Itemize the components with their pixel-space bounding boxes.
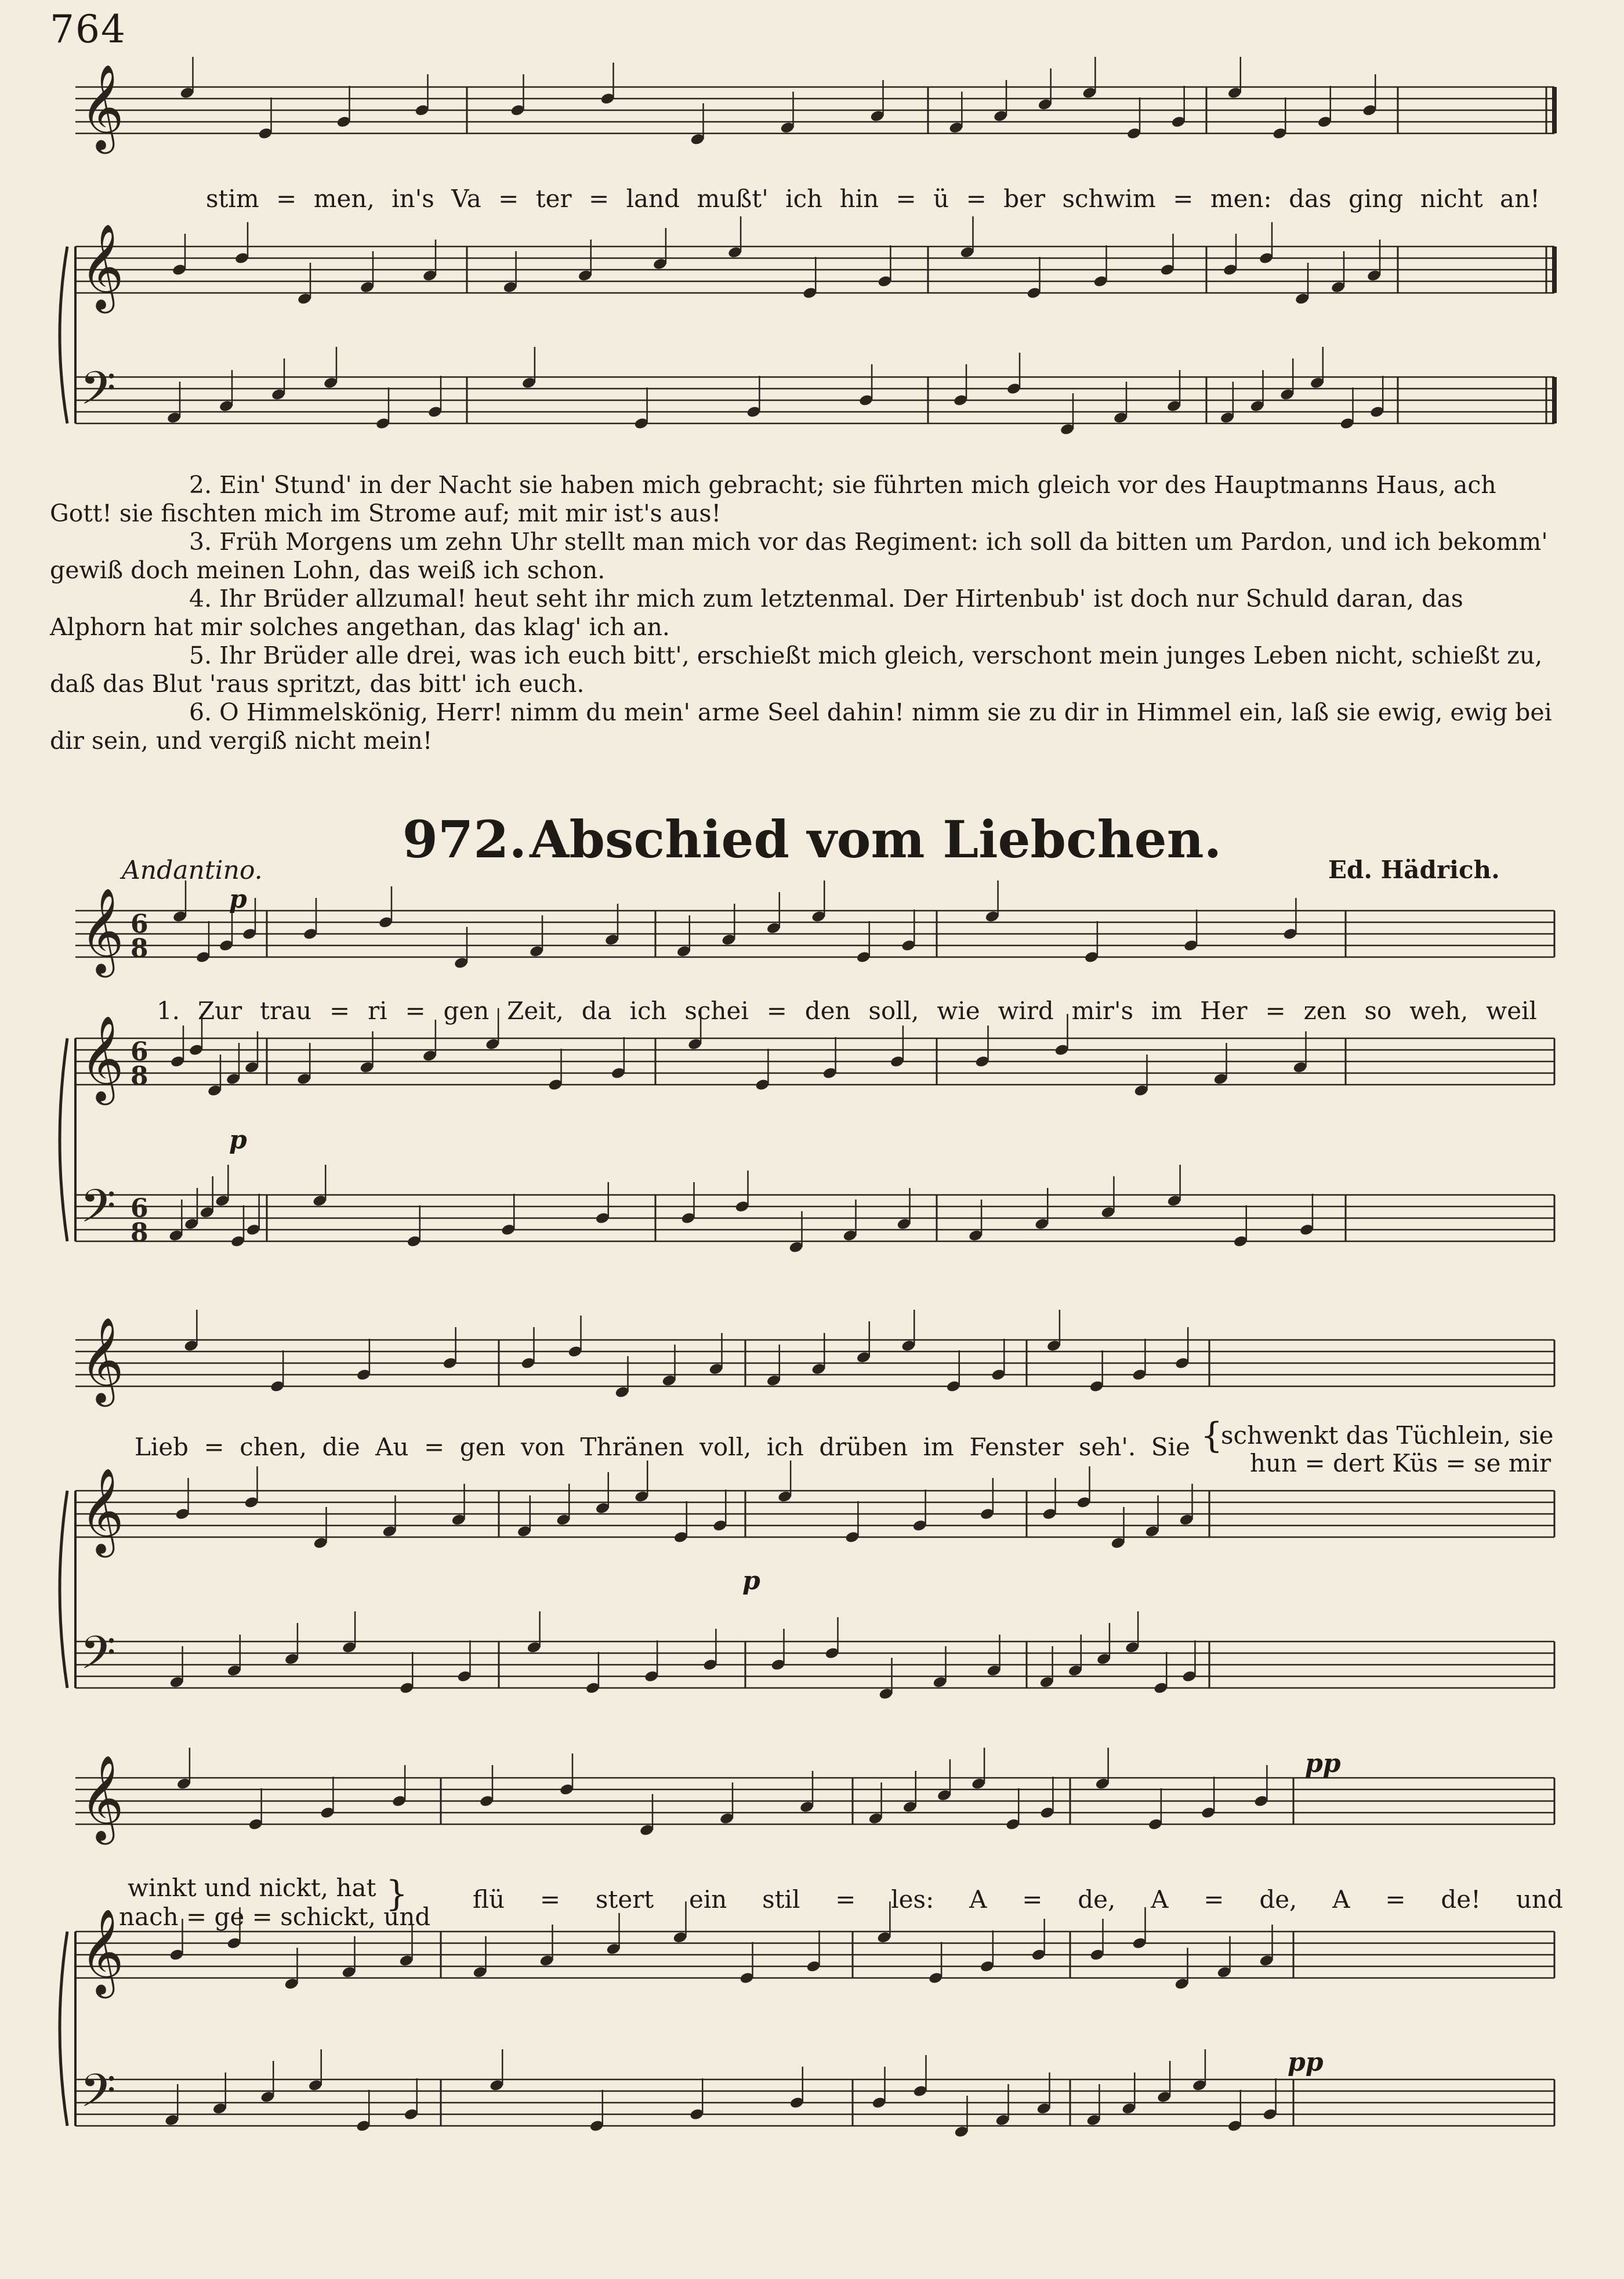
- lyric1-word: Her: [1200, 997, 1248, 1025]
- lyric2-word: die: [322, 1433, 360, 1461]
- prev-lyric-word: an!: [1500, 184, 1540, 213]
- lyric3-word: stert: [595, 1885, 654, 1914]
- lyric1-word: gen: [443, 997, 490, 1025]
- prev-lyric-word: hin: [839, 184, 879, 213]
- tempo-marking: Andantino.: [122, 856, 263, 885]
- treble-clef-icon: 𝄞: [80, 887, 124, 974]
- lyric2-word: chen,: [240, 1433, 307, 1461]
- prev-lyric-word: ich: [785, 184, 823, 213]
- lyrics-split-bottom: hun = dert Küs = se mir: [1250, 1449, 1552, 1477]
- treble-clef-icon: 𝄞: [80, 1908, 124, 1995]
- lyric1-word: Zur: [197, 997, 242, 1025]
- lyric2-word: von: [520, 1433, 566, 1461]
- bass-clef-icon: 𝄢: [80, 1179, 116, 1244]
- prev-lyric-word: men,: [313, 184, 375, 213]
- lyric1-word: da: [581, 997, 612, 1025]
- prev-lyric-word: nicht: [1420, 184, 1483, 213]
- prev-lyric-word: ü: [933, 184, 949, 213]
- time-signature-icon: 6: [130, 1194, 148, 1223]
- lyric1-word: =: [766, 997, 787, 1025]
- prev-lyric-word: =: [1173, 184, 1194, 213]
- treble-clef-icon: 𝄞: [80, 1015, 124, 1102]
- lyrics-line-prev: [206, 184, 1540, 213]
- piano-brace-icon: [60, 247, 67, 423]
- lyric3-word: flü: [473, 1885, 505, 1914]
- verse-4: 4. Ihr Brüder allzumal! heut seht ihr mich zum letztenmal. Der Hirtenbub' ist doch nur Schuld daran, das Alphorn hat mir solches angethan, das klag' ich an.: [50, 585, 1463, 641]
- prev-lyric-word: stim: [206, 184, 259, 213]
- prev-lyric-word: schwim: [1062, 184, 1156, 213]
- lyrics-line3-split-bottom: nach = ge = schickt, und: [119, 1903, 431, 1931]
- time-signature-icon: 8: [130, 1218, 148, 1248]
- dynamic-pp-piano: pp: [1288, 2048, 1324, 2077]
- lyric1-word: so: [1364, 997, 1392, 1025]
- treble-clef-icon: 𝄞: [80, 64, 124, 150]
- lyric2-word: Lieb: [135, 1433, 189, 1461]
- song-title: Abschied vom Liebchen.: [530, 809, 1222, 869]
- lyric2-word: Au: [375, 1433, 409, 1461]
- lyric3-word: stil: [762, 1885, 800, 1914]
- lyric3-word: =: [835, 1885, 856, 1914]
- lyric2-word: gen: [459, 1433, 506, 1461]
- page-number: 764: [50, 7, 126, 52]
- lyric3-word: de,: [1078, 1885, 1116, 1914]
- lyric2-word: ich: [766, 1433, 804, 1461]
- lyric1-word: wie: [937, 997, 980, 1025]
- lyric2-word: Thränen: [580, 1433, 684, 1461]
- prev-lyric-word: mußt': [697, 184, 768, 213]
- verse-5: 5. Ihr Brüder alle drei, was ich euch bitt', erschießt mich gleich, verschont mein junges Leben nicht, schießt zu, daß das Blut 'raus spritzt, das bitt' ich euch.: [50, 642, 1543, 698]
- lyric3-word: =: [1385, 1885, 1406, 1914]
- lyric1-word: trau: [260, 997, 312, 1025]
- lyrics-line-1: [157, 997, 1537, 1025]
- piano-brace-icon: [60, 1491, 67, 1688]
- lyric2-word: drüben: [819, 1433, 908, 1461]
- lyric1-word: mir's: [1071, 997, 1134, 1025]
- treble-clef-icon: 𝄞: [80, 1317, 124, 1403]
- lyric-brace-1: {: [1201, 1415, 1223, 1456]
- lyric2-word: =: [424, 1433, 445, 1461]
- lyric3-word: de,: [1259, 1885, 1297, 1914]
- treble-clef-icon: 𝄞: [80, 223, 124, 310]
- lyric1-word: den: [804, 997, 851, 1025]
- piano-brace-icon: [60, 1932, 67, 2126]
- lyrics-line-3: [473, 1885, 1563, 1914]
- treble-clef-icon: 𝄞: [80, 1755, 124, 1841]
- lyric3-word: les:: [891, 1885, 934, 1914]
- lyric1-word: wird: [998, 997, 1054, 1025]
- lyric-brace-2: }: [386, 1874, 408, 1914]
- lyric1-word: ri: [368, 997, 387, 1025]
- dynamic-pp-voice: pp: [1305, 1749, 1341, 1778]
- prev-lyric-word: =: [276, 184, 297, 213]
- lyrics-line3-split-top: winkt und nickt, hat: [128, 1874, 376, 1902]
- time-signature-icon: 6: [130, 1037, 148, 1067]
- time-signature-icon: 8: [130, 1061, 148, 1091]
- lyric2-word: voll,: [699, 1433, 752, 1461]
- lyric2-word: seh'.: [1078, 1433, 1136, 1461]
- lyric2-word: Sie: [1151, 1433, 1190, 1461]
- lyric3-word: =: [1022, 1885, 1043, 1914]
- prev-lyric-word: das: [1289, 184, 1332, 213]
- lyric1-word: soll,: [868, 997, 919, 1025]
- verse-3: 3. Früh Morgens um zehn Uhr stellt man mich vor das Regiment: ich soll da bitten um Pardon, und ich bekomm' gewiß doch meinen Lohn, das weiß ich schon.: [50, 528, 1548, 584]
- verses-block: [50, 471, 1558, 755]
- song-number: 972.: [402, 809, 527, 869]
- prev-lyric-word: =: [498, 184, 519, 213]
- prev-lyric-word: Va: [451, 184, 481, 213]
- dynamic-p-voice: p: [229, 885, 247, 914]
- dynamic-p-piano-2: p: [742, 1566, 760, 1596]
- lyric3-word: A: [1151, 1885, 1169, 1914]
- prev-lyric-word: =: [896, 184, 916, 213]
- lyric1-word: =: [329, 997, 350, 1025]
- lyric3-word: A: [1332, 1885, 1350, 1914]
- bass-clef-icon: 𝄢: [80, 1626, 116, 1691]
- time-signature-icon: 6: [130, 910, 148, 939]
- composer: Ed. Hädrich.: [1328, 856, 1500, 884]
- prev-lyric-word: land: [626, 184, 680, 213]
- verse-6: 6. O Himmelskönig, Herr! nimm du mein' arme Seel dahin! nimm sie zu dir in Himmel ein, laß sie ewig, ewig bei dir sein, und vergiß nicht mein!: [50, 698, 1552, 755]
- prev-lyric-word: ging: [1348, 184, 1404, 213]
- prev-lyric-word: in's: [392, 184, 434, 213]
- treble-clef-icon: 𝄞: [80, 1468, 124, 1554]
- lyric3-word: =: [1204, 1885, 1224, 1914]
- lyric2-word: im: [923, 1433, 954, 1461]
- lyric1-word: schei: [684, 997, 749, 1025]
- prev-lyric-word: =: [588, 184, 610, 213]
- lyric3-word: ein: [688, 1885, 727, 1914]
- prev-lyric-word: =: [966, 184, 987, 213]
- prev-lyric-word: ber: [1003, 184, 1046, 213]
- lyric1-word: =: [405, 997, 426, 1025]
- prev-lyric-word: ter: [535, 184, 572, 213]
- lyric3-word: A: [969, 1885, 987, 1914]
- lyric3-word: und: [1516, 1885, 1563, 1914]
- lyric2-word: Fenster: [969, 1433, 1064, 1461]
- bass-clef-icon: 𝄢: [80, 2064, 116, 2129]
- lyric1-word: weh,: [1409, 997, 1469, 1025]
- lyrics-line-2: [135, 1433, 1190, 1461]
- lyric1-word: =: [1265, 997, 1286, 1025]
- lyric1-word: ich: [629, 997, 667, 1025]
- lyrics-split-top: schwenkt das Tüchlein, sie: [1221, 1421, 1554, 1450]
- lyric1-word: weil: [1486, 997, 1537, 1025]
- lyric1-word: Zeit,: [507, 997, 564, 1025]
- dynamic-p-piano: p: [229, 1125, 247, 1155]
- piano-brace-icon: [60, 1038, 67, 1241]
- verse-2: 2. Ein' Stund' in der Nacht sie haben mich gebracht; sie führten mich gleich vor des Hauptmanns Haus, ach Gott! sie fischten mich im Strome auf; mit mir ist's aus!: [50, 471, 1496, 527]
- bass-clef-icon: 𝄢: [80, 361, 116, 426]
- prev-lyric-word: men:: [1210, 184, 1272, 213]
- lyric2-word: =: [204, 1433, 224, 1461]
- lyric3-word: =: [539, 1885, 561, 1914]
- lyric1-word: 1.: [157, 997, 180, 1025]
- lyric1-word: im: [1151, 997, 1183, 1025]
- lyric1-word: zen: [1303, 997, 1347, 1025]
- lyric3-word: de!: [1441, 1885, 1481, 1914]
- time-signature-icon: 8: [130, 934, 148, 963]
